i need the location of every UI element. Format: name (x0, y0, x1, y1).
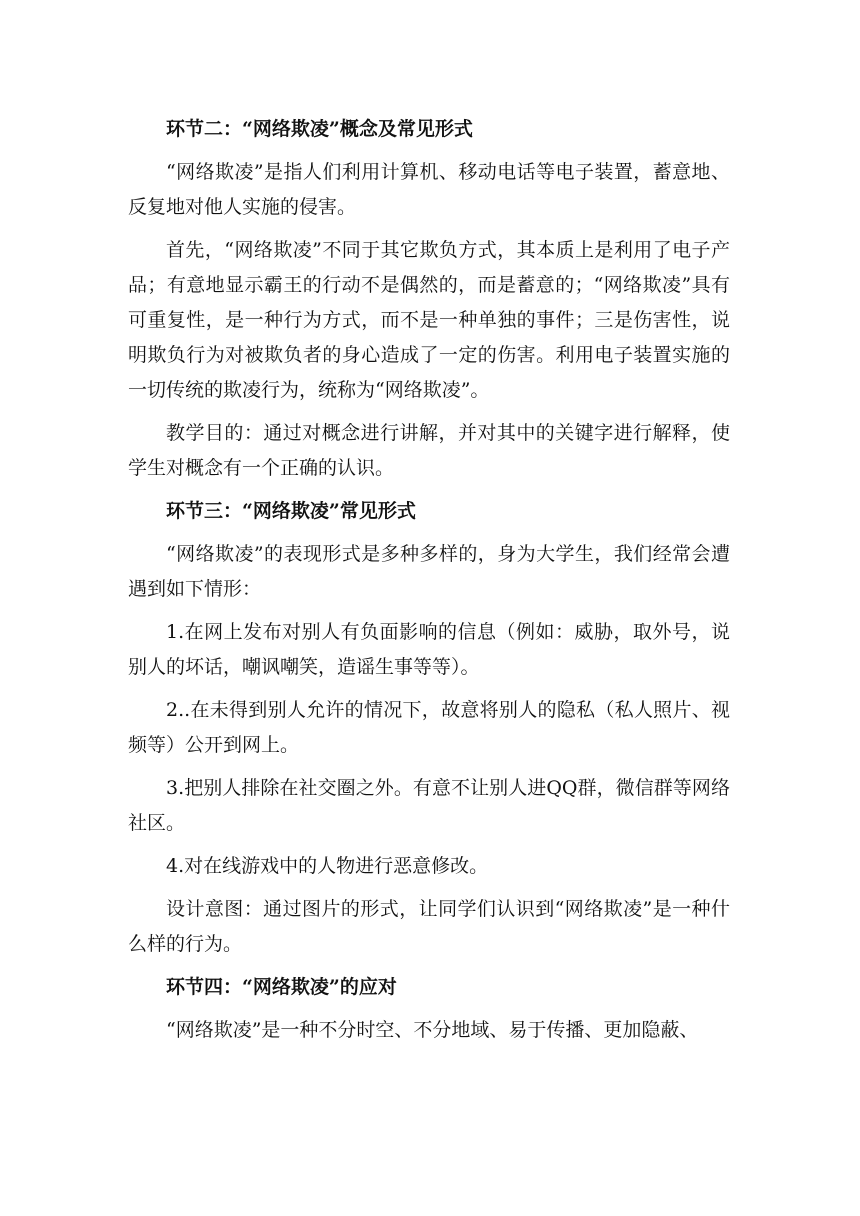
paragraph-characteristics: 首先，“网络欺凌”不同于其它欺负方式，其本质上是利用了电子产品；有意地显示霸王的行动不是偶然的，而是蓄意的；“网络欺凌”具有可重复性，是一种行为方式，而不是一种单独的事件；三是伤害性，说明欺负行为对被欺负者的身心造成了一定的伤害。利用电子装置实施的一切传统的欺凌行为，统称为“网络欺凌”。 (128, 239, 730, 401)
paragraph-design-intent: 设计意图：通过图片的形式，让同学们认识到“网络欺凌”是一种什么样的行为。 (128, 898, 730, 955)
paragraph-definition: “网络欺凌”是指人们利用计算机、移动电话等电子装置，蓄意地、反复地对他人实施的侵害。 (128, 161, 730, 218)
section-heading-2: 环节二：“网络欺凌”概念及常见形式 (166, 118, 473, 140)
paragraph-response: “网络欺凌”是一种不分时空、不分地域、易于传播、更加隐蔽、 (166, 1019, 699, 1041)
section-heading-3: 环节三：“网络欺凌”常见形式 (166, 500, 416, 522)
paragraph-forms-intro: “网络欺凌”的表现形式是多种多样的，身为大学生，我们经常会遭遇到如下情形： (128, 543, 730, 600)
list-item-2: 2..在未得到别人允许的情况下，故意将别人的隐私（私人照片、视频等）公开到网上。 (128, 699, 730, 756)
section-heading-4: 环节四：“网络欺凌”的应对 (166, 976, 397, 998)
list-item-1: 1.在网上发布对别人有负面影响的信息（例如：威胁，取外号，说别人的坏话，嘲讽嘲笑，造谣生事等等）。 (128, 621, 730, 678)
paragraph-teaching-goal: 教学目的：通过对概念进行讲解，并对其中的关键字进行解释，使学生对概念有一个正确的认识。 (128, 422, 730, 479)
document-page (128, 112, 730, 1056)
list-item-3: 3.把别人排除在社交圈之外。有意不让别人进QQ群，微信群等网络社区。 (128, 777, 730, 834)
list-item-4: 4.对在线游戏中的人物进行恶意修改。 (166, 855, 489, 877)
